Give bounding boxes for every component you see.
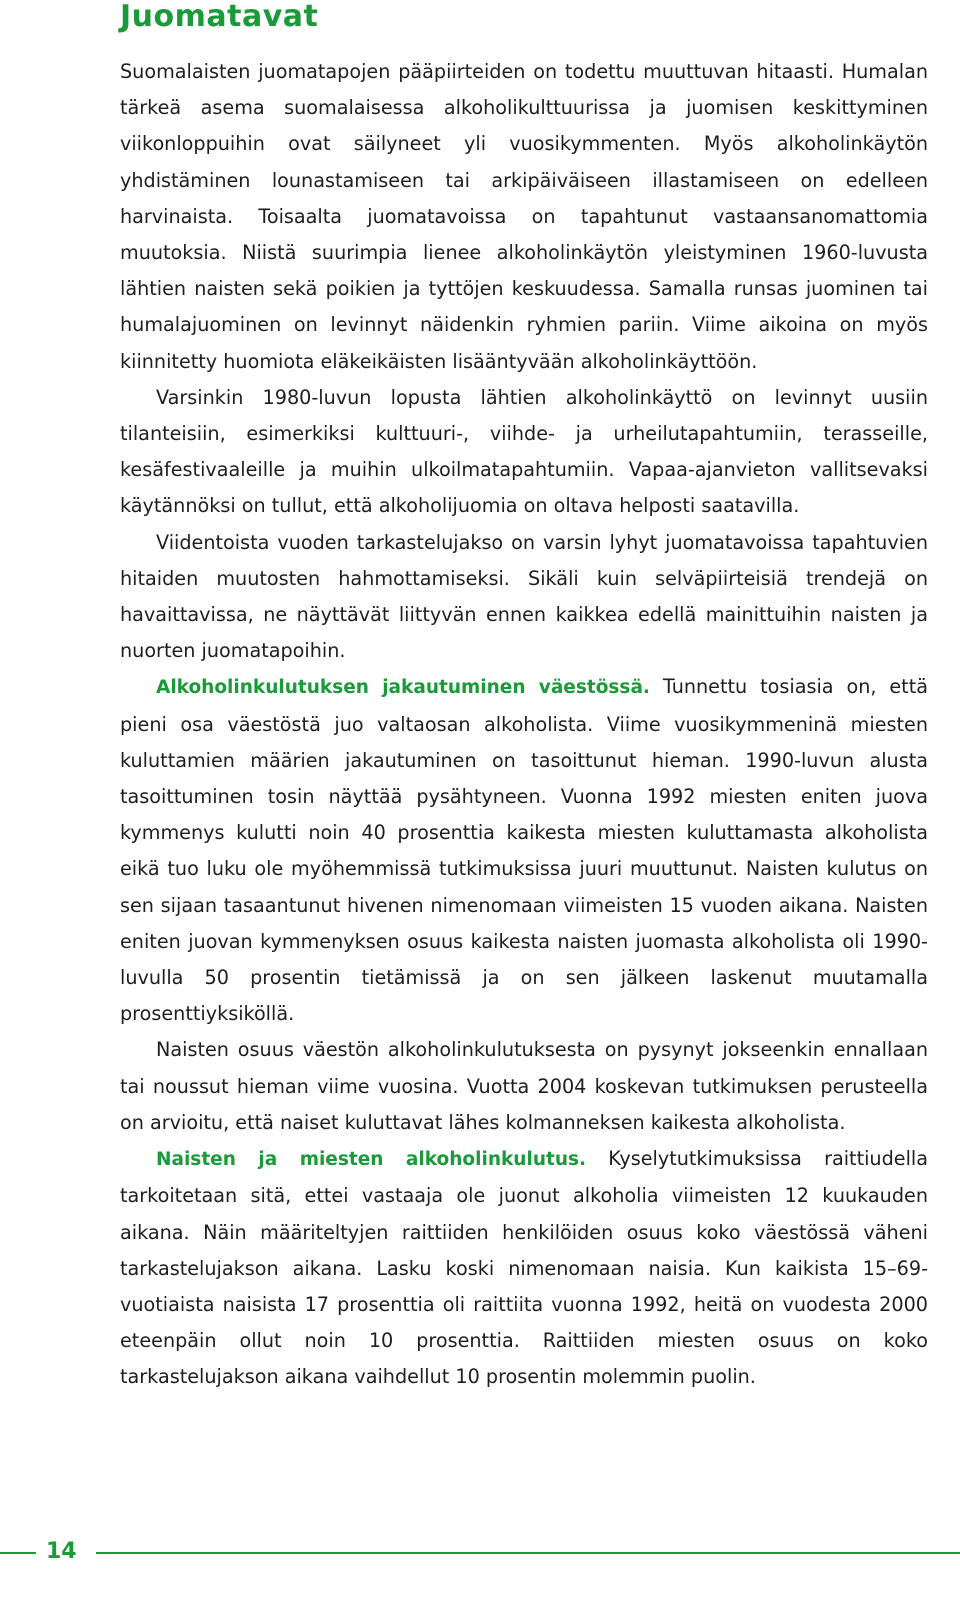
- paragraph-5: Naisten osuus väestön alkoholinkulutuksesta on pysynyt jokseenkin ennallaan tai noussut hieman viime vuosina. Vuotta 2004 koskevan tutkimuksen perusteella on arvioitu, että naiset kuluttavat lähes kolmanneksen kaikesta alkoholista.: [120, 1038, 928, 1134]
- paragraph-4-text: Tunnettu tosiasia on, että pieni osa väestöstä juo valtaosan alkoholista. Viime vuosikymmeninä miesten kuluttamien määrien jakautuminen on tasoittunut hieman. 1990-luvun alusta tasoittuminen tosin näyttää pysähtyneen. Vuonna 1992 miesten eniten juova kymmenys kulutti noin 40 prosenttia kaikesta miesten kuluttamasta alkoholista eikä tuo luku ole myöhemmissä tutkimuksissa juuri muuttunut. Naisten kulutus on sen sijaan tasaantunut hivenen nimenomaan viimeisten 15 vuoden aikana. Naisten eniten juovan kymmenyksen osuus kaikesta naisten juomasta alkoholista oli 1990-luvulla 50 prosentin tietämissä ja on sen jälkeen laskenut muutamalla prosenttiyksiköllä.: [120, 675, 928, 1026]
- page-title: Juomatavat: [120, 0, 319, 34]
- paragraph-6: [120, 1141, 928, 1395]
- page-number: 14: [46, 1539, 77, 1564]
- paragraph-6-text: Kyselytutkimuksissa raittiudella tarkoitetaan sitä, ettei vastaaja ole juonut alkoholia viimeisten 12 kuukauden aikana. Näin määriteltyjen raittiiden henkilöiden osuus koko väestössä väheni tarkastelujakson aikana. Lasku koski nimenomaan naisia. Kun kaikista 15–69-vuotiaista naisista 17 prosenttia oli raittiita vuonna 1992, heitä on vuodesta 2000 eteenpäin ollut noin 10 prosenttia. Raittiiden miesten osuus on koko tarkastelujakson aikana vaihdellut 10 prosentin molemmin puolin.: [120, 1147, 928, 1389]
- footer-rule-right: [96, 1552, 960, 1554]
- paragraph-3: Viidentoista vuoden tarkastelujakso on varsin lyhyt juomatavoissa tapahtuvien hitaiden muutosten hahmottamiseksi. Sikäli kuin selväpiirteisiä trendejä on havaittavissa, ne näyttävät liittyvän ennen kaikkea edellä mainittuihin naisten ja nuorten juomatapoihin.: [120, 530, 928, 663]
- subheading-women-men: Naisten ja miesten alkoholinkulutus.: [156, 1149, 587, 1171]
- paragraph-4: [120, 669, 928, 1032]
- footer-rule-left: [0, 1552, 36, 1554]
- paragraph-2: Varsinkin 1980-luvun lopusta lähtien alkoholinkäyttö on levinnyt uusiin tilanteisiin, esimerkiksi kulttuuri-, viihde- ja urheilutapahtumiin, terasseille, kesäfestivaaleille ja muihin ulkoilmatapahtumiin. Vapaa-ajanvieton vallitsevaksi käytännöksi on tullut, että alkoholijuomia on oltava helposti saatavilla.: [120, 385, 928, 518]
- body-text: [120, 54, 928, 1396]
- subheading-distribution: Alkoholinkulutuksen jakautuminen väestössä.: [156, 677, 650, 699]
- paragraph-1: Suomalaisten juomatapojen pääpiirteiden on todettu muuttuvan hitaasti. Humalan tärkeä asema suomalaisessa alkoholikulttuurissa ja juomisen keskittyminen viikonloppuihin ovat säilyneet yli vuosikymmenten. Myös alkoholinkäytön yhdistäminen lounastamiseen tai arkipäiväiseen illastamiseen on edelleen harvinaista. Toisaalta juomatavoissa on tapahtunut vastaansanomattomia muutoksia. Niistä suurimpia lienee alkoholinkäytön yleistyminen 1960-luvusta lähtien naisten sekä poikien ja tyttöjen keskuudessa. Samalla runsas juominen tai humalajuominen on levinnyt näidenkin ryhmien pariin. Viime aikoina on myös kiinnitetty huomiota eläkeikäisten lisääntyvään alkoholinkäyttöön.: [120, 60, 928, 373]
